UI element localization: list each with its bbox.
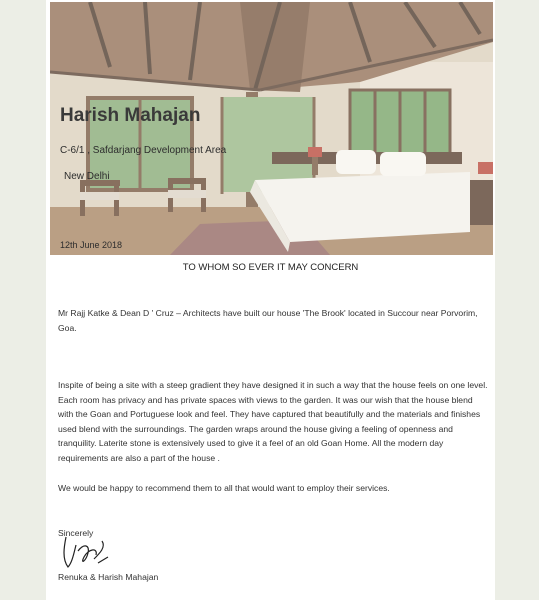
letter-page [46, 0, 495, 600]
bedroom-photo [50, 2, 493, 255]
letter-heading: TO WHOM SO EVER IT MAY CONCERN [182, 262, 359, 273]
letter-date: 12th June 2018 [60, 240, 123, 250]
address-line-2: New Delhi [64, 171, 110, 182]
photo-fade-overlay [50, 2, 493, 255]
address-line-1: C-6/1 , Safdarjang Development Area [60, 145, 227, 156]
paragraph-architects: Mr Rajj Katke & Dean D ' Cruz – Architects have built our house 'The Brook' located in Succour near Porvorim, Goa. [58, 308, 478, 333]
closing-salutation: Sincerely [58, 528, 94, 538]
signers-names: Renuka & Harish Mahajan [58, 572, 159, 582]
paragraph-house-description: Inspite of being a site with a steep gradient they have designed it in such a way that the house feels on one level. Each room has privacy and has private spaces with views to the garden. It was our wish that the house blend with the Goan and Portuguese look and feel. They have captured that beautifully and the materials and finishes used blend with the surroundings. The garden wraps around the house giving a feeling of openness and tranquility. Laterite stone is extensively used to give it a feel of an old Goan Home. All the modern day requirements are also a part of the house . [58, 380, 488, 463]
letterhead-name: Harish Mahajan [60, 105, 201, 126]
handwritten-signature [58, 533, 128, 573]
paragraph-recommendation: We would be happy to recommend them to all that would want to employ their services. [58, 483, 390, 493]
